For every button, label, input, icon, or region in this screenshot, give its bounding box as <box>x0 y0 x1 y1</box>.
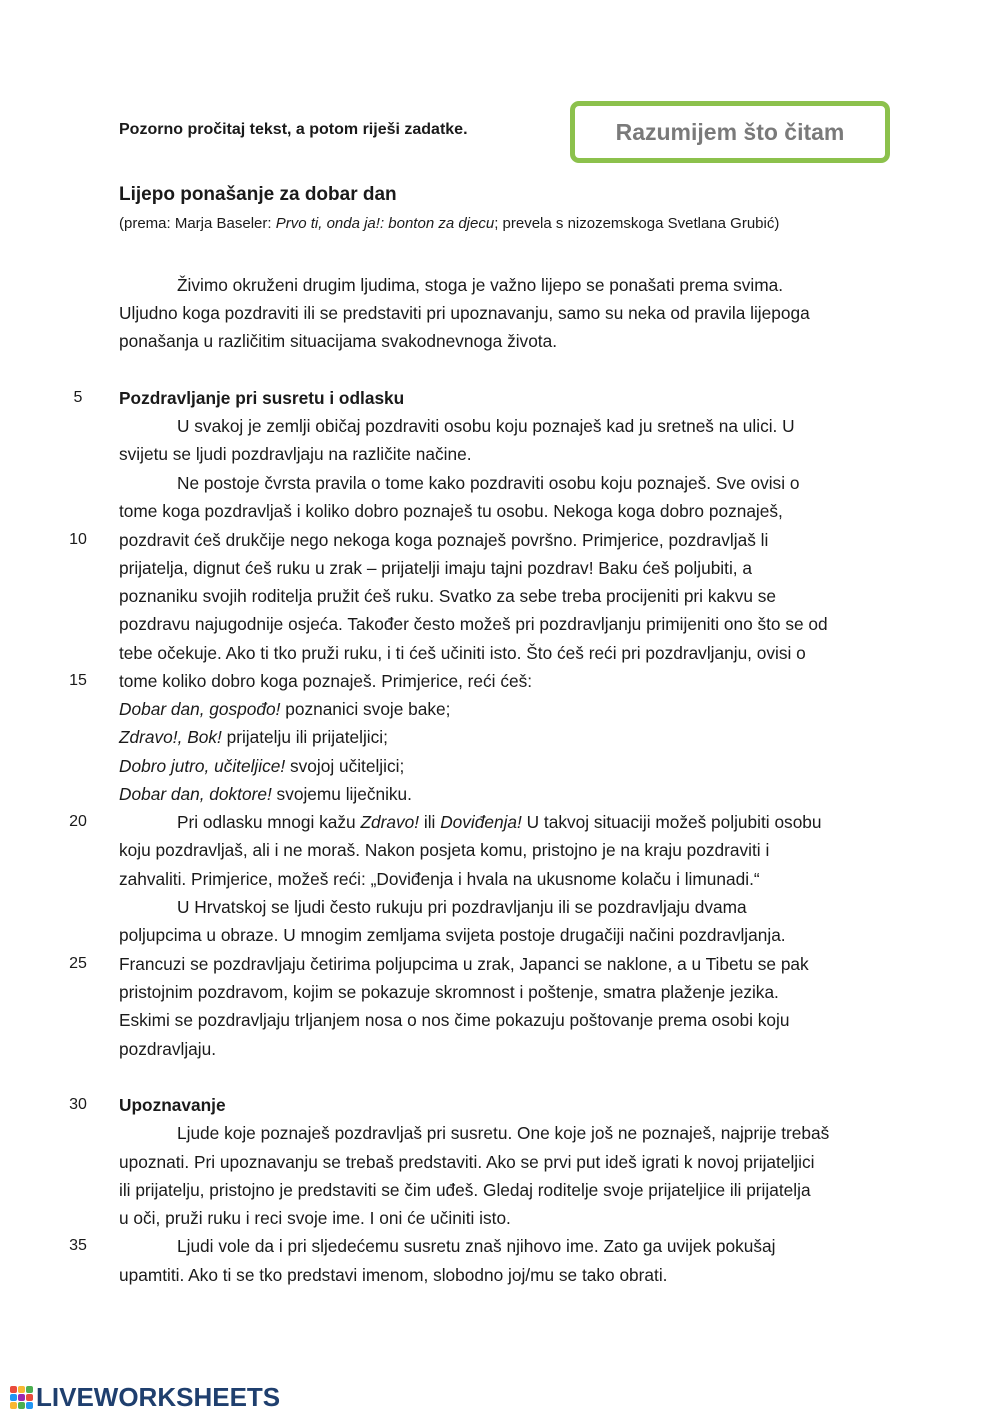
text-line: tome koga pozdravljaš i koliko dobro poznaješ tu osobu. Nekoga koga dobro poznaješ, <box>119 501 783 521</box>
text-line: Eskimi se pozdravljaju trljanjem nosa o nos čime pokazuju poštovanje prema osobi koju <box>119 1010 790 1030</box>
example-rest: svojoj učiteljici; <box>285 756 405 776</box>
badge-label: Razumijem što čitam <box>615 118 845 145</box>
reading-badge <box>570 101 890 163</box>
text-line: zahvaliti. Primjerice, možeš reći: „Doviđenja i hvala na ukusnome kolaču i limunadi.“ <box>119 869 760 889</box>
example-rest: svojemu liječniku. <box>271 784 412 804</box>
logo-blocks-icon <box>10 1386 34 1410</box>
line-number: 30 <box>69 1096 87 1113</box>
text-span-italic: Zdravo! <box>360 812 420 832</box>
text-line: pozdravit ćeš drukčije nego nekoga koga poznaješ površno. Primjerice, pozdravljaš li <box>119 530 769 550</box>
intro-line: ponašanja u različitim situacijama svakodnevnoga života. <box>119 331 558 351</box>
text-line <box>119 812 822 832</box>
text-line: upamtiti. Ako ti se tko predstavi imenom, slobodno joj/mu se tako obrati. <box>119 1265 668 1285</box>
source-prefix: (prema: Marja Baseler: <box>119 215 276 232</box>
text-line: upoznati. Pri upoznavanju se trebaš predstaviti. Ako se prvi put ideš igrati k novoj prijateljici <box>119 1152 815 1172</box>
text-span-italic: Doviđenja! <box>440 812 522 832</box>
article-source <box>119 215 779 232</box>
article-title: Lijepo ponašanje za dobar dan <box>119 184 397 205</box>
example-greeting: Dobar dan, doktore! <box>119 784 272 804</box>
example-rest: poznanici svoje bake; <box>280 699 451 719</box>
example-line <box>119 727 388 747</box>
text-span: U takvoj situaciji možeš poljubiti osobu <box>521 812 822 832</box>
line-number: 20 <box>69 813 87 830</box>
text-line: tebe očekuje. Ako ti tko pruži ruku, i ti ćeš učiniti isto. Što ćeš reći pri pozdravljanju, ovisi o <box>119 643 806 663</box>
text-line: poljupcima u obraze. U mnogim zemljama svijeta postoje drugačiji načini pozdravljanja. <box>119 925 786 945</box>
intro-line: Uljudno koga pozdraviti ili se predstaviti pri upoznavanju, samo su neka od pravila lijepoga <box>119 303 810 323</box>
text-line: koju pozdravljaš, ali i ne moraš. Nakon posjeta komu, pristojno je na kraju pozdraviti i <box>119 840 770 860</box>
text-line: U Hrvatskoj se ljudi često rukuju pri pozdravljanju ili se pozdravljaju dvama <box>177 897 747 917</box>
liveworksheets-logo[interactable] <box>10 1382 280 1413</box>
line-number: 5 <box>73 389 83 406</box>
text-line: Ljudi vole da i pri sljedećemu susretu znaš njihovo ime. Zato ga uvijek pokušaj <box>177 1236 776 1256</box>
source-suffix: ; prevela s nizozemskoga Svetlana Grubić) <box>494 215 780 232</box>
line-number: 25 <box>69 955 87 972</box>
text-line: u oči, pruži ruku i reci svoje ime. I oni će učiniti isto. <box>119 1208 511 1228</box>
text-line: pozdravljaju. <box>119 1039 217 1059</box>
example-line <box>119 784 412 804</box>
text-line: ili prijatelju, pristojno je predstaviti se čim uđeš. Gledaj roditelje svoje prijateljice ili prijatelja <box>119 1180 811 1200</box>
line-number: 35 <box>69 1237 87 1254</box>
example-rest: prijatelju ili prijateljici; <box>221 727 388 747</box>
intro-line: Živimo okruženi drugim ljudima, stoga je važno lijepo se ponašati prema svima. <box>177 275 784 295</box>
source-book: Prvo ti, onda ja!: bonton za djecu <box>275 215 495 232</box>
text-span: ili <box>419 812 441 832</box>
text-line: poznaniku svojih roditelja pružit ćeš ruku. Svatko za sebe treba procijeniti pri kakvu se <box>119 586 777 606</box>
text-line: prijatelja, dignut ćeš ruku u zrak – prijatelji imaju tajni pozdrav! Baku ćeš poljubiti, a <box>119 558 753 578</box>
text-line: pristojnim pozdravom, kojim se pokazuje skromnost i poštenje, smatra plaženje jezika. <box>119 982 779 1002</box>
line-number: 10 <box>69 531 87 548</box>
text-line: Ne postoje čvrsta pravila o tome kako pozdraviti osobu koju poznaješ. Sve ovisi o <box>177 473 800 493</box>
text-line: pozdravu najugodnije osjeća. Također često možeš pri pozdravljanju primijeniti ono što se od <box>119 614 828 634</box>
example-greeting: Dobro jutro, učiteljice! <box>119 756 286 776</box>
line-number: 15 <box>69 672 87 689</box>
example-greeting: Dobar dan, gospođo! <box>119 699 281 719</box>
section-heading: Pozdravljanje pri susretu i odlasku <box>119 388 405 408</box>
text-span: Pri odlasku mnogi kažu <box>177 812 361 832</box>
example-greeting: Zdravo!, Bok! <box>119 727 222 747</box>
example-line <box>119 756 404 776</box>
text-line: svijetu se ljudi pozdravljaju na različite načine. <box>119 444 472 464</box>
text-line: tome koliko dobro koga poznaješ. Primjerice, reći ćeš: <box>119 671 533 691</box>
instruction-text: Pozorno pročitaj tekst, a potom riješi zadatke. <box>119 121 468 138</box>
text-line: U svakoj je zemlji običaj pozdraviti osobu koju poznaješ kad ju sretneš na ulici. U <box>177 416 795 436</box>
brand-label: LIVEWORKSHEETS <box>36 1382 281 1412</box>
example-line <box>119 699 450 719</box>
text-line: Ljude koje poznaješ pozdravljaš pri susretu. One koje još ne poznaješ, najprije trebaš <box>177 1123 830 1143</box>
text-line: Francuzi se pozdravljaju četirima poljupcima u zrak, Japanci se naklone, a u Tibetu se pak <box>119 954 809 974</box>
section-heading: Upoznavanje <box>119 1095 226 1115</box>
